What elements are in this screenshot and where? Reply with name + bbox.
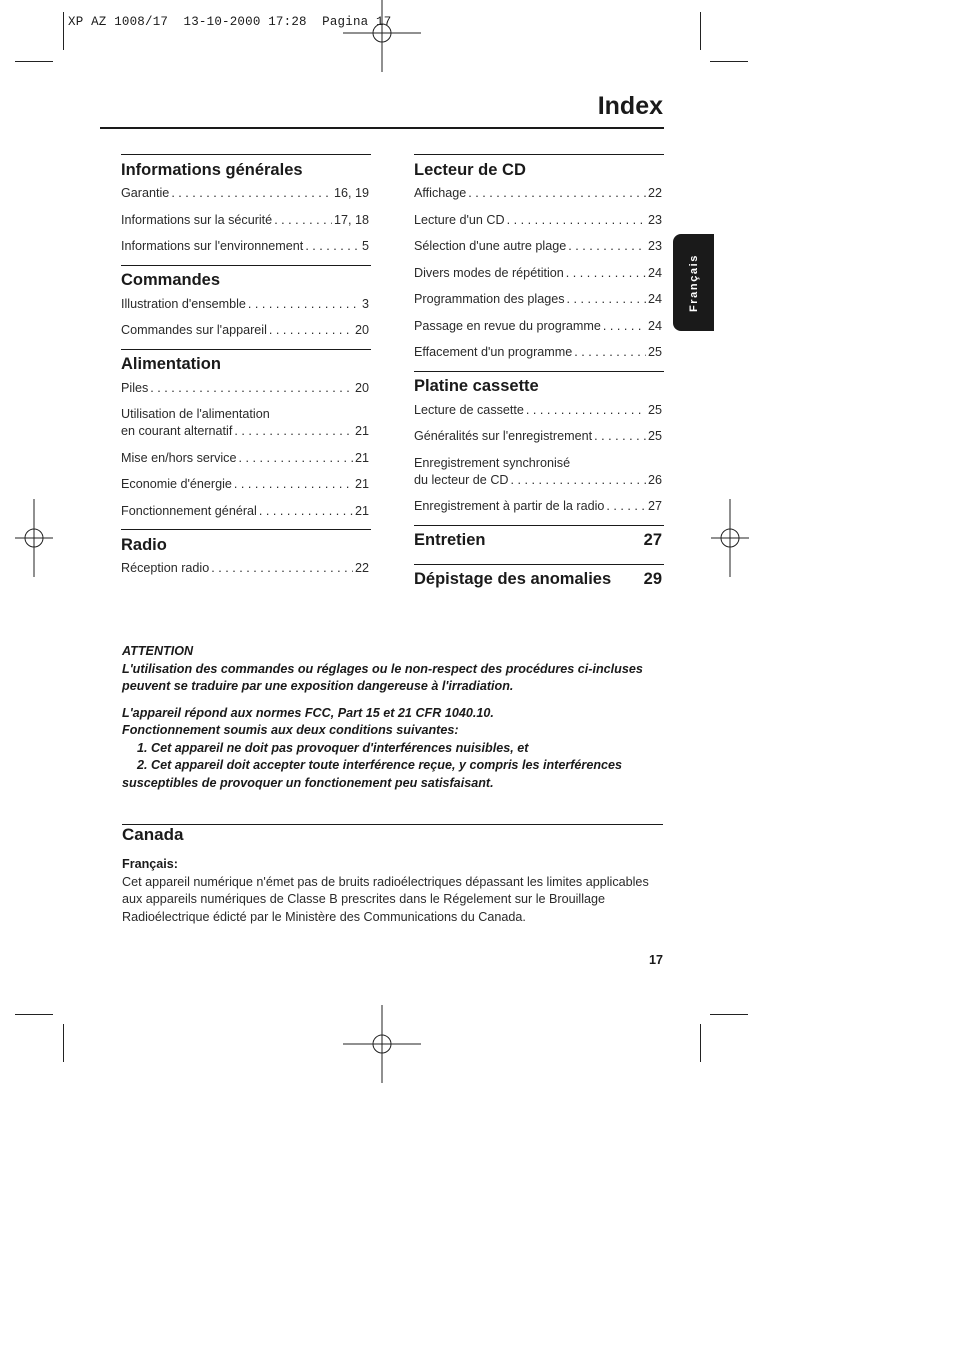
crop-mark xyxy=(63,12,64,50)
index-entry: Enregistrement à partir de la radio . . . 27 xyxy=(414,498,664,515)
index-entry: Garantie . . . 16, 19 xyxy=(121,185,371,202)
index-entry: Lecture de cassette . . . 25 xyxy=(414,402,664,419)
attention-heading: ATTENTION xyxy=(122,644,194,658)
index-section xyxy=(414,371,664,516)
section-title: Alimentation xyxy=(121,349,371,377)
page-title: Index xyxy=(597,92,663,120)
index-entry: Mise en/hors service . . . 21 xyxy=(121,450,371,467)
canada-notice xyxy=(122,856,667,926)
section-title: Entretien 27 xyxy=(414,525,664,553)
attention-warning: L'utilisation des commandes ou réglages ou le non-respect des procédures ci-incluses peuvent se traduire par une exposition dangereuse à l'irradiation. xyxy=(122,661,643,693)
index-section xyxy=(121,154,371,255)
index-entry: Commandes sur l'appareil . . . 20 xyxy=(121,322,371,339)
index-entry: Fonctionnement général . . . 21 xyxy=(121,503,371,520)
index-section xyxy=(121,529,371,577)
index-entry: Réception radio . . . 22 xyxy=(121,560,371,577)
index-entry: Programmation des plages . . . 24 xyxy=(414,291,664,308)
index-left-column xyxy=(121,154,371,587)
canada-language-label: Français: xyxy=(122,857,178,871)
section-title: Lecteur de CD xyxy=(414,154,664,182)
index-entry: Informations sur la sécurité . . . 17, 18 xyxy=(121,212,371,229)
registration-mark xyxy=(691,499,769,577)
attention-notice xyxy=(122,643,667,792)
canada-title: Canada xyxy=(122,825,184,844)
crop-mark xyxy=(710,61,748,62)
index-section xyxy=(121,349,371,520)
language-tab xyxy=(673,234,714,331)
fcc-condition-2-cont: susceptibles de provoquer un fonctionement peu satisfaisant. xyxy=(122,775,494,790)
fcc-conditions-intro: Fonctionnement soumis aux deux conditions suivantes: xyxy=(122,723,459,737)
index-entry: Illustration d'ensemble . . . 3 xyxy=(121,296,371,313)
crop-mark xyxy=(710,1014,748,1015)
index-section xyxy=(414,525,664,553)
crop-mark xyxy=(15,1014,53,1015)
index-entry: Enregistrement synchronisé du lecteur de CD . . . 26 xyxy=(414,455,664,489)
crop-mark xyxy=(700,12,701,50)
section-page-number: 29 xyxy=(643,570,662,588)
fcc-condition-2: 2. Cet appareil doit accepter toute interférence reçue, y compris les interférences xyxy=(137,758,623,772)
registration-mark xyxy=(343,0,421,72)
index-entry: Généralités sur l'enregistrement . . . 25 xyxy=(414,428,664,445)
section-title: Commandes xyxy=(121,265,371,293)
index-right-column xyxy=(414,154,664,592)
fcc-statement: L'appareil répond aux normes FCC, Part 15 et 21 CFR 1040.10. xyxy=(122,705,494,720)
index-section xyxy=(414,564,664,592)
index-entry: Divers modes de répétition . . . 24 xyxy=(414,265,664,282)
title-rule xyxy=(100,127,664,129)
section-title: Dépistage des anomalies 29 xyxy=(414,564,664,592)
section-title: Platine cassette xyxy=(414,371,664,399)
section-page-number: 27 xyxy=(643,531,662,549)
canada-text: Cet appareil numérique n'émet pas de bruits radioélectriques dépassant les limites applicables aux appareils numériques de Classe B prescrites dans le Régelement sur le Brouillage Radioélectrique édicté par le Ministère des Communications du Canada. xyxy=(122,874,649,924)
section-title: Radio xyxy=(121,529,371,557)
print-header: XP AZ 1008/17 13-10-2000 17:28 Pagina 17 xyxy=(68,15,392,29)
crop-mark xyxy=(63,1024,64,1062)
index-entry: Passage en revue du programme . . . 24 xyxy=(414,318,664,335)
index-section xyxy=(414,154,664,361)
index-entry: Piles . . . 20 xyxy=(121,380,371,397)
crop-mark xyxy=(15,61,53,62)
index-entry: Informations sur l'environnement . . . 5 xyxy=(121,238,371,255)
registration-mark xyxy=(0,499,73,577)
registration-mark xyxy=(343,1005,421,1083)
index-entry: Effacement d'un programme . . . 25 xyxy=(414,344,664,361)
language-tab-label: Français xyxy=(687,253,700,312)
canada-rule xyxy=(122,824,663,825)
index-entry: Utilisation de l'alimentation en courant alternatif . . . 21 xyxy=(121,406,371,440)
crop-mark xyxy=(700,1024,701,1062)
section-title: Informations générales xyxy=(121,154,371,182)
index-entry: Economie d'énergie . . . 21 xyxy=(121,476,371,493)
index-entry: Affichage . . . 22 xyxy=(414,185,664,202)
index-section xyxy=(121,265,371,340)
fcc-condition-1: 1. Cet appareil ne doit pas provoquer d'interférences nuisibles, et xyxy=(137,740,529,755)
index-entry: Sélection d'une autre plage . . . 23 xyxy=(414,238,664,255)
page-number: 17 xyxy=(648,953,663,967)
index-entry: Lecture d'un CD . . . 23 xyxy=(414,212,664,229)
